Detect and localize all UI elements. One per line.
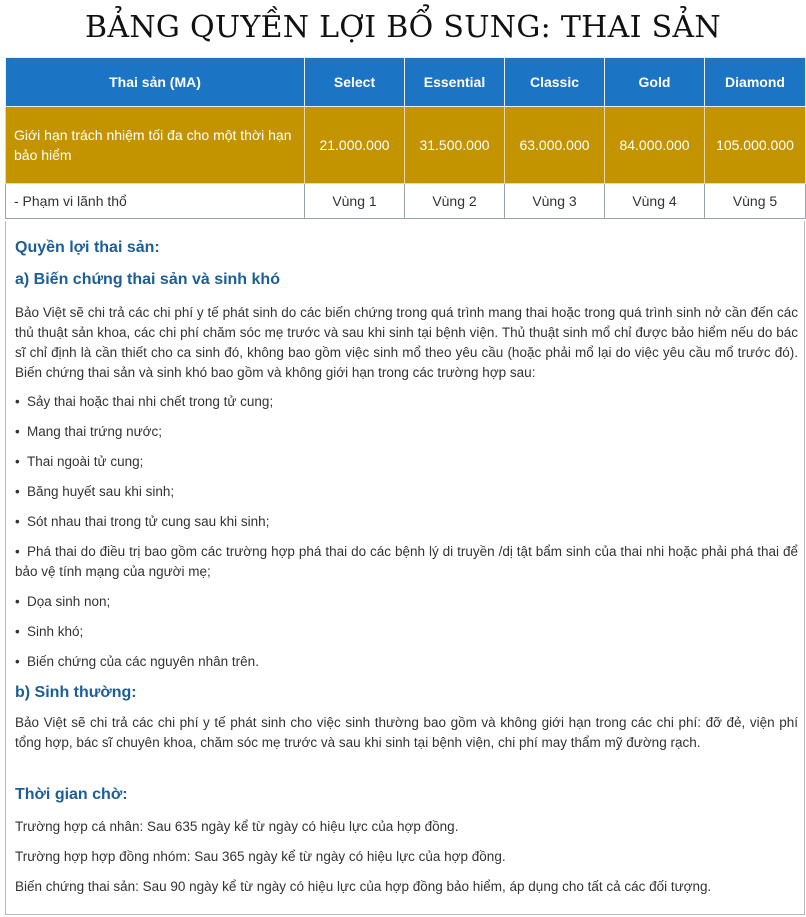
bullet-icon: • [15,624,20,639]
table-cell: Vùng 1 [305,184,405,219]
benefits-description-panel [5,221,805,915]
table-cell: 31.500.000 [405,107,505,184]
column-header-essential: Essential [405,58,505,107]
table-cell: 21.000.000 [305,107,405,184]
table-cell: Vùng 3 [505,184,605,219]
bullet-icon: • [15,454,20,469]
benefits-heading: Quyền lợi thai sản: [15,239,160,256]
benefits-table [5,57,806,219]
bullet-icon: • [15,484,20,499]
list-item: • Phá thai do điều trị bao gồm các trường hợp phá thai do các bệnh lý di truyền /dị tật bẩm sinh của thai nhi hoặc phải phá thai để bảo vệ tính mạng của người mẹ; [15,544,798,579]
waiting-period-heading: Thời gian chờ: [15,786,128,803]
column-header-classic: Classic [505,58,605,107]
table-cell: 63.000.000 [505,107,605,184]
table-cell: Vùng 4 [605,184,705,219]
table-cell: Vùng 5 [705,184,806,219]
column-header-plan-type: Thai sản (MA) [6,58,305,107]
table-cell: 84.000.000 [605,107,705,184]
table-header-row [6,58,806,107]
waiting-period-item: Trường hợp cá nhân: Sau 635 ngày kể từ ngày có hiệu lực của hợp đồng. [15,819,459,834]
bullet-icon: • [15,514,20,529]
table-cell: Vùng 2 [405,184,505,219]
table-row-liability-limit [6,107,806,184]
list-item: • Dọa sinh non; [15,592,798,612]
list-item: • Sảy thai hoặc thai nhi chết trong tử cung; [15,392,798,412]
column-header-gold: Gold [605,58,705,107]
bullet-icon: • [15,394,20,409]
row-label-territory: - Phạm vi lãnh thổ [6,184,305,219]
list-item: • Sinh khó; [15,622,798,642]
normal-birth-paragraph: Bảo Việt sẽ chi trả các chi phí y tế phát sinh cho việc sinh thường bao gồm và không giới hạn trong các chi phí: đỡ đẻ, viện phí tổng hợp, bác sĩ chuyên khoa, chăm sóc mẹ trước và sau khi sinh tại bệnh viện, chi phí may thẩm mỹ đường rạch. [15,715,798,750]
bullet-icon: • [15,654,20,669]
list-item: • Sót nhau thai trong tử cung sau khi sinh; [15,512,798,532]
normal-birth-heading: b) Sinh thường: [15,684,137,701]
list-item: • Băng huyết sau khi sinh; [15,482,798,502]
table-row-territory [6,184,806,219]
list-item: • Biến chứng của các nguyên nhân trên. [15,652,798,672]
bullet-icon: • [15,424,20,439]
bullet-icon: • [15,594,20,609]
column-header-diamond: Diamond [705,58,806,107]
waiting-period-item: Biến chứng thai sản: Sau 90 ngày kể từ ngày có hiệu lực của hợp đồng bảo hiểm, áp dụng cho tất cả các đối tượng. [15,879,712,894]
bullet-icon: • [15,544,20,559]
list-item: • Mang thai trứng nước; [15,422,798,442]
column-header-select: Select [305,58,405,107]
complications-heading: a) Biến chứng thai sản và sinh khó [15,271,280,288]
table-cell: 105.000.000 [705,107,806,184]
row-label-liability-limit: Giới hạn trách nhiệm tối đa cho một thời hạn bảo hiểm [6,107,305,184]
waiting-period-item: Trường hợp hợp đồng nhóm: Sau 365 ngày kể từ ngày có hiệu lực của hợp đồng. [15,849,506,864]
list-item: • Thai ngoài tử cung; [15,452,798,472]
page-title: BẢNG QUYỀN LỢI BỔ SUNG: THAI SẢN [85,10,721,45]
complications-paragraph: Bảo Việt sẽ chi trả các chi phí y tế phát sinh do các biến chứng trong quá trình mang thai hoặc trong quá trình sinh nở cần đến các thủ thuật sản khoa, các chi phí chăm sóc mẹ trước và sau khi sinh tại bệnh viện. Thủ thuật sinh mổ chỉ được bảo hiểm nếu do bác sĩ chỉ định là cần thiết cho ca sinh đó, không bao gồm việc sinh mổ theo yêu cầu (hoặc phải mổ lại do việc yêu cầu mổ trước đó). Biến chứng thai sản và sinh khó bao gồm và không giới hạn trong các trường hợp sau: [15,305,798,380]
